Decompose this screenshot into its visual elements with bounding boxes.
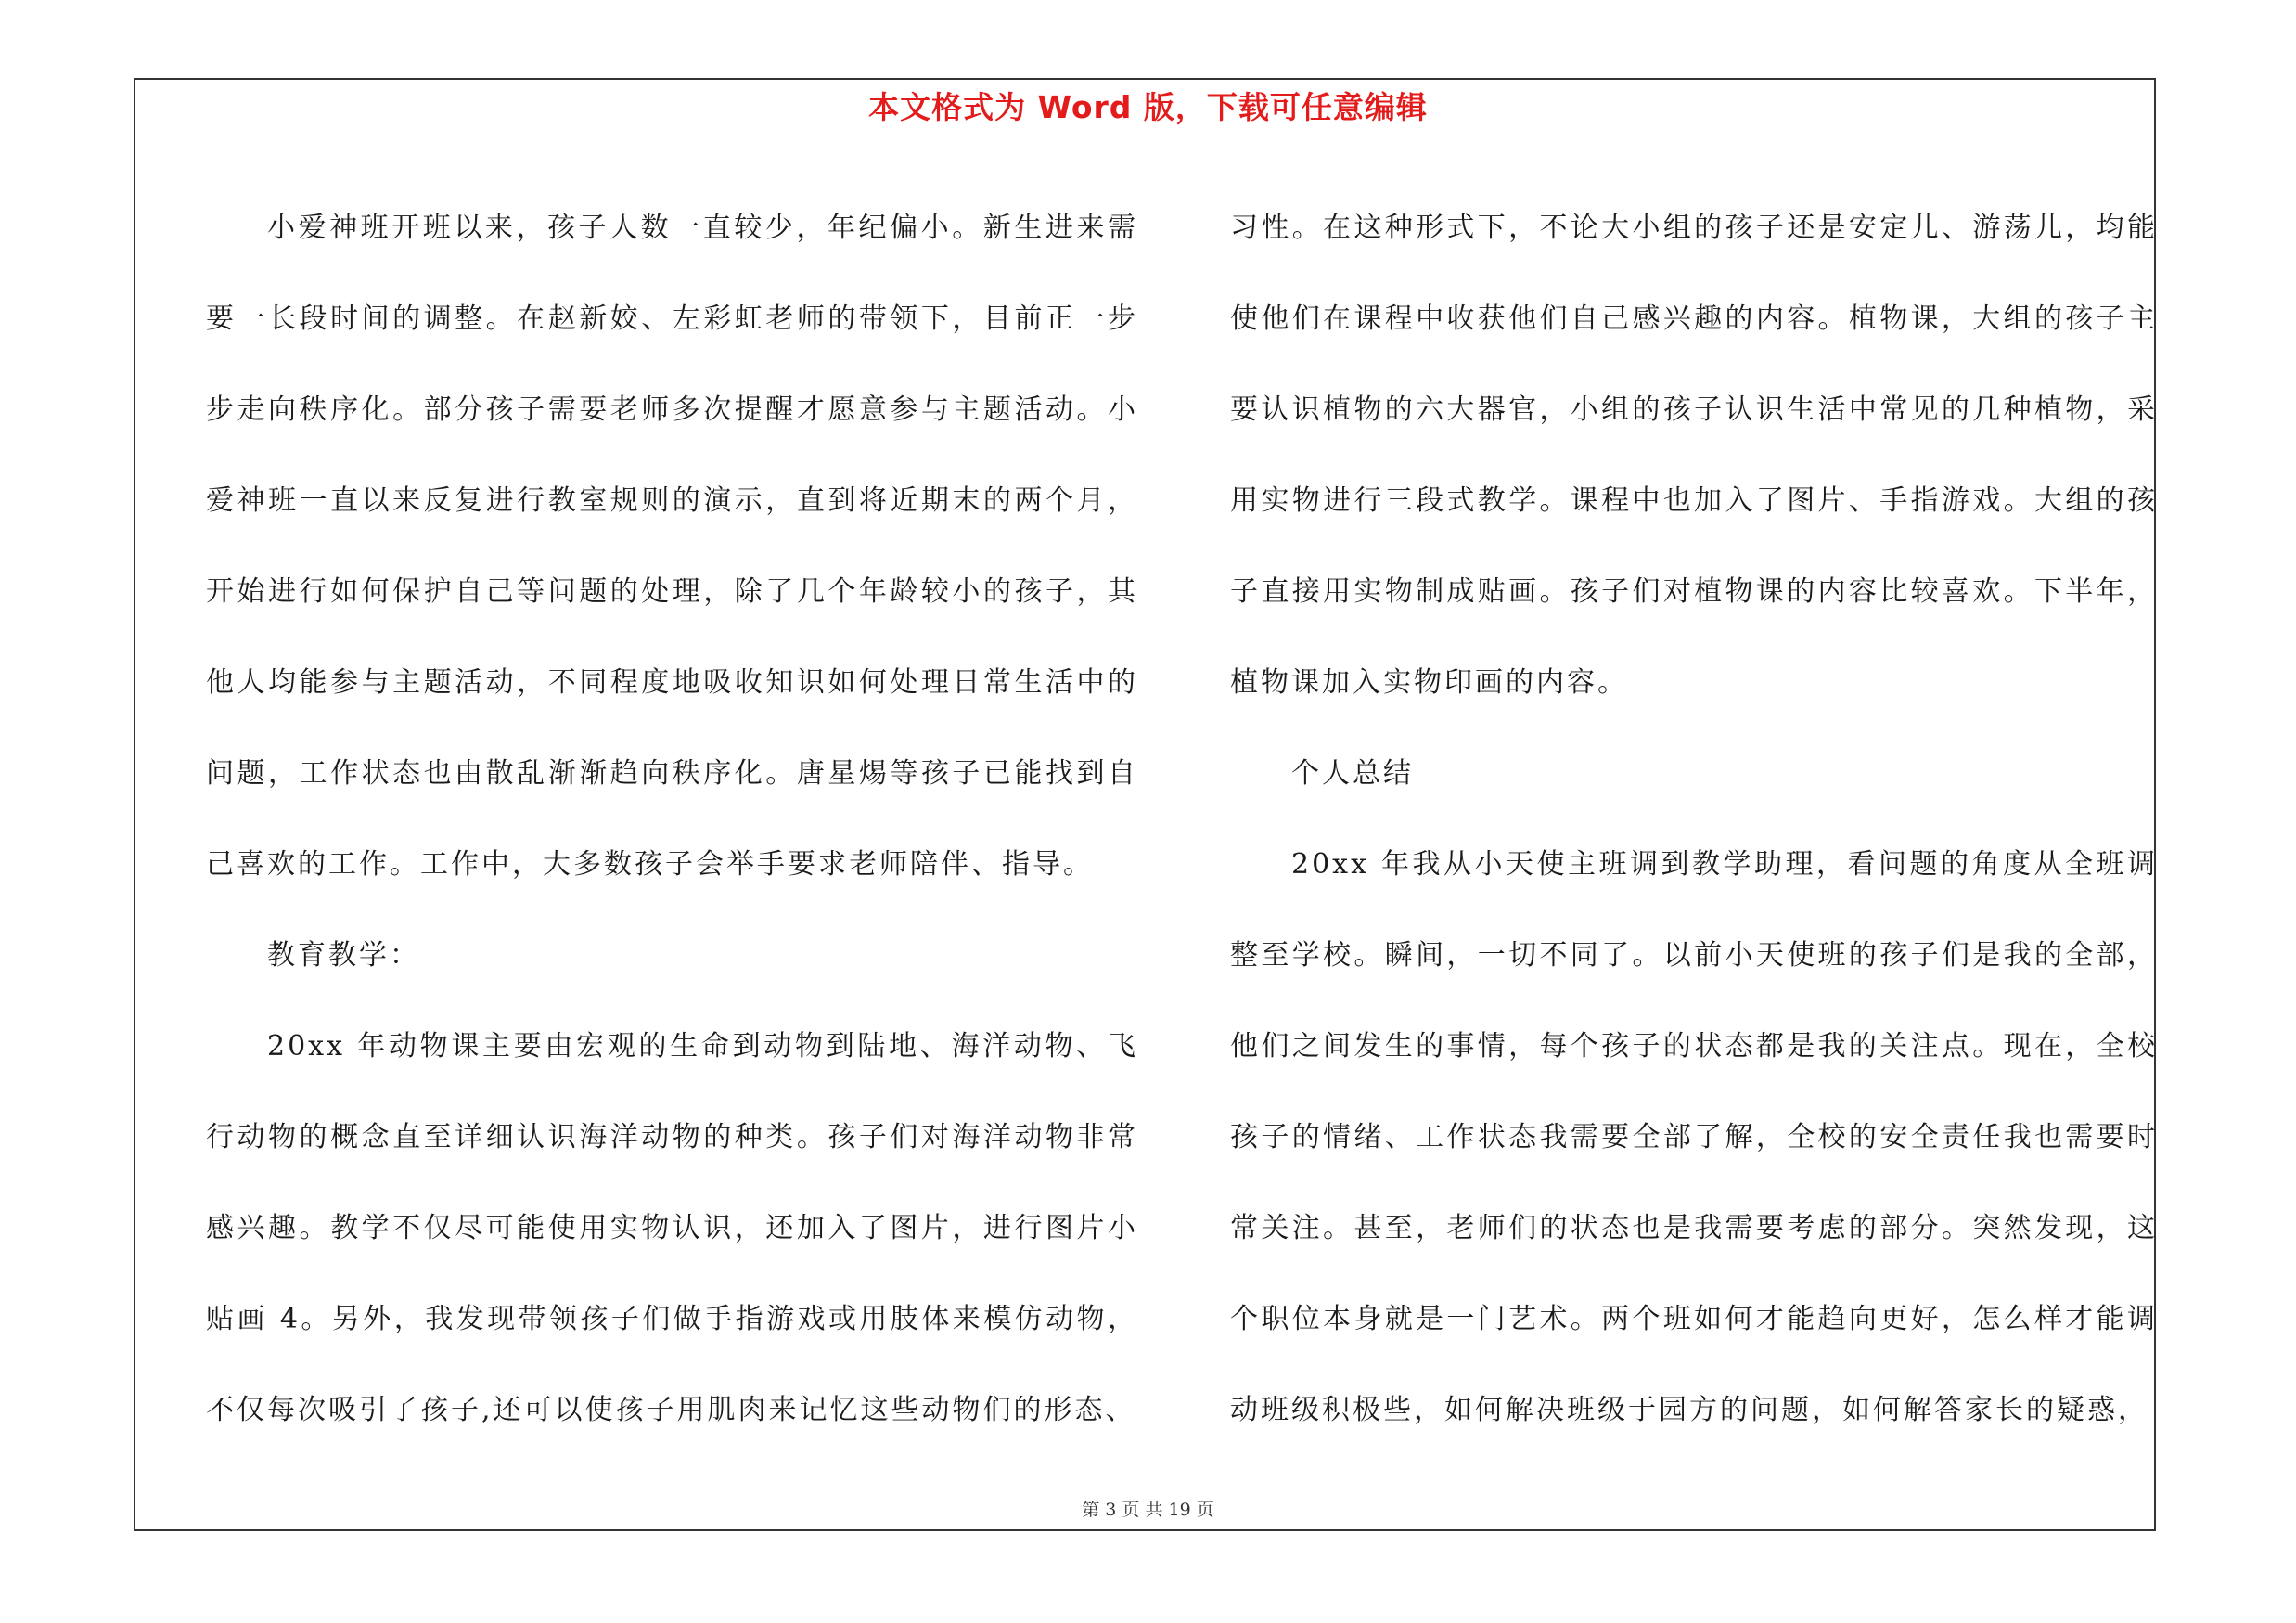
continued-paragraph: 习性。在这种形式下，不论大小组的孩子还是安定儿、游荡儿，均能使他们在课程中收获他们自己感兴趣的内容。植物课，大组的孩子主要认识植物的六大器官，小组的孩子认识生活中常见的几种植物，采用实物进行三段式教学。课程中也加入了图片、手指游戏。大组的孩子直接用实物制成贴画。孩子们对植物课的内容比较喜欢。下半年，植物课加入实物印画的内容。 bbox=[1230, 212, 2158, 699]
body-paragraph: 20xx 年我从小天使主班调到教学助理，看问题的角度从全班调整至学校。瞬间，一切不同了。以前小天使班的孩子们是我的全部，他们之间发生的事情，每个孩子的状态都是我的关注点。现在，全校孩子的情绪、工作状态我需要全部了解，全校的安全责任我也需要时常关注。甚至，老师们的状态也是我需要考虑的部分。突然发现，这个职位本身就是一门艺术。两个班如何才能趋向更好，怎么样才能调动班级积极些，如何解决班级于园方的问题，如何解答家长的疑惑， bbox=[1230, 848, 2158, 1426]
body-paragraph: 20xx 年动物课主要由宏观的生命到动物到陆地、海洋动物、飞行动物的概念直至详细认识海洋动物的种类。孩子们对海洋动物非常感兴趣。教学不仅尽可能使用实物认识，还加入了图片，进行图片小贴画 4。另外，我发现带领孩子们做手指游戏或用肢体来模仿动物，不仅每次吸引了孩子,还可以使孩子用肌肉来记忆这些动物们的形态、 bbox=[206, 1030, 1138, 1426]
header-banner: 本文格式为 Word 版，下载可任意编辑 bbox=[868, 89, 1428, 125]
page-number: 第 3 页 共 19 页 bbox=[1082, 1500, 1214, 1520]
section-heading: 个人总结 bbox=[1291, 757, 1414, 790]
section-heading: 教育教学： bbox=[267, 939, 420, 972]
right-column bbox=[1230, 183, 2158, 1456]
body-paragraph: 小爱神班开班以来，孩子人数一直较少，年纪偏小。新生进来需要一长段时间的调整。在赵新姣、左彩虹老师的带领下，目前正一步步走向秩序化。部分孩子需要老师多次提醒才愿意参与主题活动。小爱神班一直以来反复进行教室规则的演示，直到将近期末的两个月，开始进行如何保护自己等问题的处理，除了几个年龄较小的孩子，其他人均能参与主题活动，不同程度地吸收知识如何处理日常生活中的问题，工作状态也由散乱渐渐趋向秩序化。唐星焬等孩子已能找到自己喜欢的工作。工作中，大多数孩子会举手要求老师陪伴、指导。 bbox=[206, 212, 1138, 881]
left-column bbox=[206, 183, 1138, 1456]
